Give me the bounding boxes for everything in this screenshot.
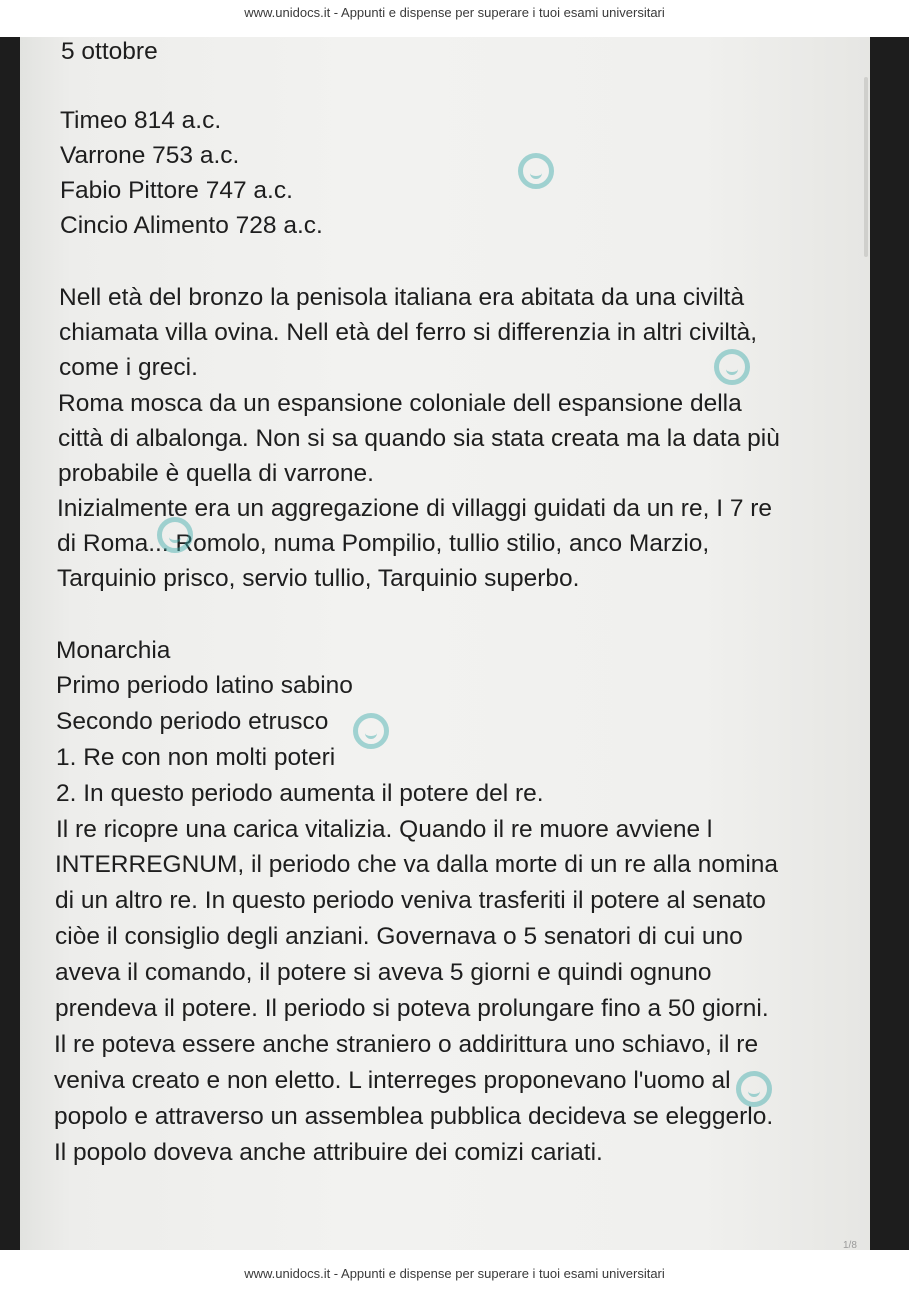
list-item: 1. Re con non molti poteri <box>56 744 336 771</box>
date-line: Varrone 753 a.c. <box>60 142 240 169</box>
paragraph-line: Il re poteva essere anche straniero o addirittura uno schiavo, il re <box>54 1031 759 1058</box>
watermark-banner-bottom: www.unidocs.it - Appunti e dispense per superare i tuoi esami universitari <box>244 1266 665 1281</box>
paragraph-line: chiamata villa ovina. Nell età del ferro si differenzia in altri civiltà, <box>59 319 758 346</box>
date-line: Timeo 814 a.c. <box>60 107 222 134</box>
scrollbar[interactable] <box>864 77 868 257</box>
section-heading: Monarchia <box>56 637 171 664</box>
paragraph-line: veniva creato e non eletto. L interreges proponevano l'uomo al <box>54 1067 731 1094</box>
watermark-logo-icon <box>353 713 389 749</box>
paragraph-line: INTERREGNUM, il periodo che va dalla morte di un re alla nomina <box>55 851 779 878</box>
watermark-logo-icon <box>714 349 750 385</box>
date-line: Fabio Pittore 747 a.c. <box>60 177 293 204</box>
list-item: 2. In questo periodo aumenta il potere del re. <box>56 780 544 807</box>
note-date: 5 ottobre <box>61 38 158 65</box>
paragraph-line: probabile è quella di varrone. <box>58 460 374 487</box>
date-line: Cincio Alimento 728 a.c. <box>60 212 323 239</box>
paragraph-line: Secondo periodo etrusco <box>56 708 329 735</box>
device-frame <box>0 37 909 1250</box>
document-screen <box>20 37 870 1250</box>
paragraph-line: Primo periodo latino sabino <box>56 672 353 699</box>
paragraph-line: Inizialmente era un aggregazione di villaggi guidati da un re, I 7 re <box>57 495 773 522</box>
watermark-logo-icon <box>157 517 193 553</box>
paragraph-line: città di albalonga. Non si sa quando sia stata creata ma la data più <box>58 425 780 452</box>
paragraph-line: di un altro re. In questo periodo veniva trasferiti il potere al senato <box>55 887 766 914</box>
paragraph-line: di Roma... Romolo, numa Pompilio, tullio stilio, anco Marzio, <box>57 530 710 557</box>
page-indicator: 1/8 <box>843 1240 857 1251</box>
paragraph-line: come i greci. <box>59 354 198 381</box>
paragraph-line: popolo e attraverso un assemblea pubblica decideva se eleggerlo. <box>54 1103 774 1130</box>
paragraph-line: Nell età del bronzo la penisola italiana era abitata da una civiltà <box>59 284 745 311</box>
paragraph-line: aveva il comando, il potere si aveva 5 giorni e quindi ognuno <box>55 959 712 986</box>
paragraph-line: Il popolo doveva anche attribuire dei comizi cariati. <box>54 1139 603 1166</box>
watermark-logo-icon <box>518 153 554 189</box>
paragraph-line: prendeva il potere. Il periodo si poteva prolungare fino a 50 giorni. <box>55 995 769 1022</box>
paragraph-line: Il re ricopre una carica vitalizia. Quando il re muore avviene l <box>56 816 713 843</box>
watermark-banner-top: www.unidocs.it - Appunti e dispense per superare i tuoi esami universitari <box>244 5 665 20</box>
watermark-logo-icon <box>736 1071 772 1107</box>
paragraph-line: Tarquinio prisco, servio tullio, Tarquinio superbo. <box>57 565 580 592</box>
paragraph-line: ciòe il consiglio degli anziani. Governava o 5 senatori di cui uno <box>55 923 743 950</box>
paragraph-line: Roma mosca da un espansione coloniale dell espansione della <box>58 390 742 417</box>
